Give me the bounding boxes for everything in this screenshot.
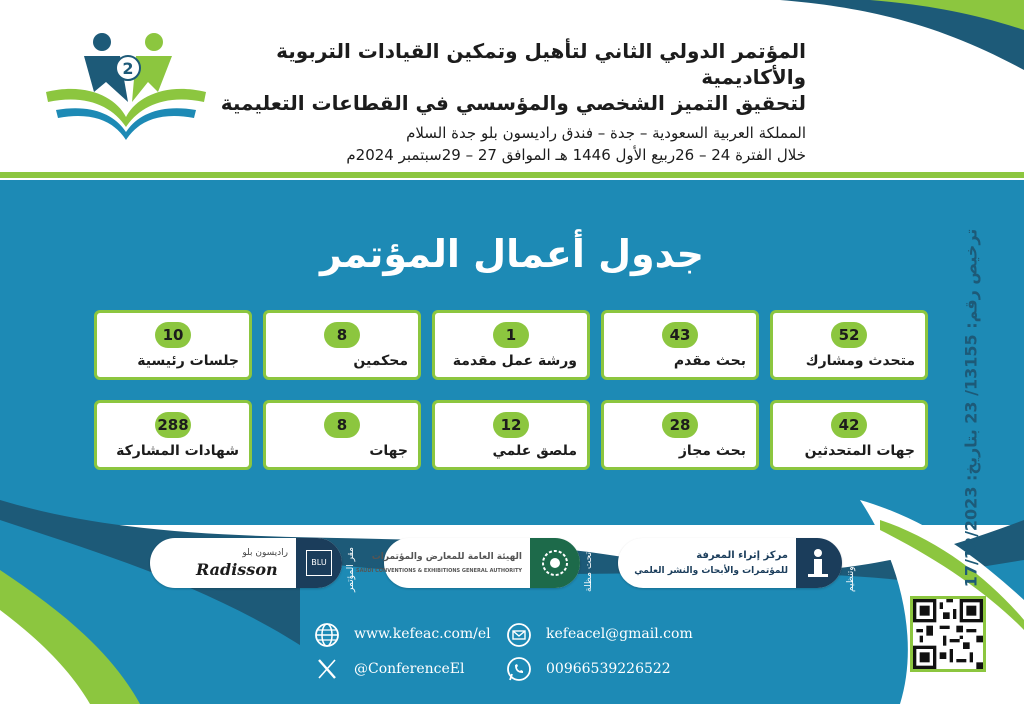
sponsor-venue — [150, 538, 342, 588]
globe-icon — [314, 622, 340, 648]
website-link[interactable]: www.kefeac.com/el — [354, 626, 491, 642]
whatsapp-icon — [506, 656, 532, 682]
stat-label: ملصق علمي — [492, 443, 577, 459]
email-link[interactable]: kefeacel@gmail.com — [546, 626, 693, 642]
stat-label: ورشة عمل مقدمة — [452, 353, 577, 369]
organizer-subtitle: للمؤتمرات والأبحاث والنشر العلمي — [634, 566, 788, 576]
stat-value: 288 — [155, 412, 191, 438]
stat-value: 8 — [324, 412, 360, 438]
stat-value: 1 — [493, 322, 529, 348]
conference-title-line1: المؤتمر الدولي الثاني لتأهيل وتمكين القيادات التربوية والأكاديمية — [276, 39, 806, 89]
stat-label: شهادات المشاركة — [116, 443, 239, 459]
license-info — [956, 228, 986, 588]
venue-name: Radisson — [196, 560, 278, 579]
authority-emblem-icon — [541, 549, 569, 577]
stat-card-entities — [263, 400, 421, 470]
venue-tag: مقر المؤتمر — [346, 547, 356, 592]
sponsor-authority — [355, 538, 580, 588]
stat-value: 8 — [324, 322, 360, 348]
organizer-tag: إدارة وتنظيم — [846, 545, 856, 592]
stat-label: جلسات رئيسية — [137, 353, 239, 369]
twitter-handle[interactable]: @ConferenceEl — [354, 661, 465, 677]
stat-value: 28 — [662, 412, 698, 438]
venue-arabic: راديسون بلو — [242, 548, 288, 558]
phone-number[interactable]: 00966539226522 — [546, 661, 671, 677]
stat-label: متحدث ومشارك — [805, 353, 915, 369]
venue-logo-icon: BLU — [306, 550, 332, 576]
organizer-name: مركز إثراء المعرفة — [696, 550, 788, 561]
x-twitter-icon — [314, 656, 340, 682]
conference-title-line2: لتحقيق التميز الشخصي والمؤسسي في القطاعات التعليمية — [220, 91, 806, 115]
stat-card-speaker-entities — [770, 400, 928, 470]
stat-label: جهات المتحدثين — [804, 443, 915, 459]
stat-card-papers — [601, 310, 759, 380]
conference-dates: خلال الفترة 24 – 26ربيع الأول 1446 هـ الموافق 27 – 29سبتمبر 2024م — [346, 146, 806, 164]
license-text: ترخيص رقم: 13155/ 23 بتاريخ: 17/12/2023 — [961, 228, 981, 588]
stat-card-speakers — [770, 310, 928, 380]
header — [0, 0, 1024, 180]
email-icon — [506, 622, 532, 648]
stat-card-sessions — [94, 310, 252, 380]
organizer-icon — [806, 548, 830, 578]
stat-label: بحث مقدم — [673, 353, 746, 369]
umbrella-tag: تحت مظلة — [584, 551, 594, 592]
conference-location: المملكة العربية السعودية – جدة – فندق راديسون بلو جدة السلام — [406, 124, 806, 142]
stat-card-certificates — [94, 400, 252, 470]
stat-label: جهات — [369, 443, 408, 459]
authority-name: الهيئة العامة للمعارض والمؤتمرات — [371, 552, 522, 562]
authority-english: SAUDI CONVENTIONS & EXHIBITIONS GENERAL AUTHORITY — [355, 568, 522, 574]
logo-number: 2 — [122, 59, 134, 78]
stat-value: 43 — [662, 322, 698, 348]
sponsor-organizer — [618, 538, 842, 588]
stat-card-approved-papers — [601, 400, 759, 470]
stat-card-workshops — [432, 310, 590, 380]
qr-code-icon — [913, 599, 983, 669]
stat-value: 12 — [493, 412, 529, 438]
stat-label: بحث مجاز — [678, 443, 746, 459]
stat-value: 42 — [831, 412, 867, 438]
stat-label: محكمين — [353, 353, 408, 369]
stat-value: 10 — [155, 322, 191, 348]
title-block — [166, 38, 806, 166]
stat-value: 52 — [831, 322, 867, 348]
stat-card-posters — [432, 400, 590, 470]
stat-card-reviewers — [263, 310, 421, 380]
agenda-title: جدول أعمال المؤتمر — [319, 232, 705, 276]
qr-code[interactable] — [910, 596, 986, 672]
